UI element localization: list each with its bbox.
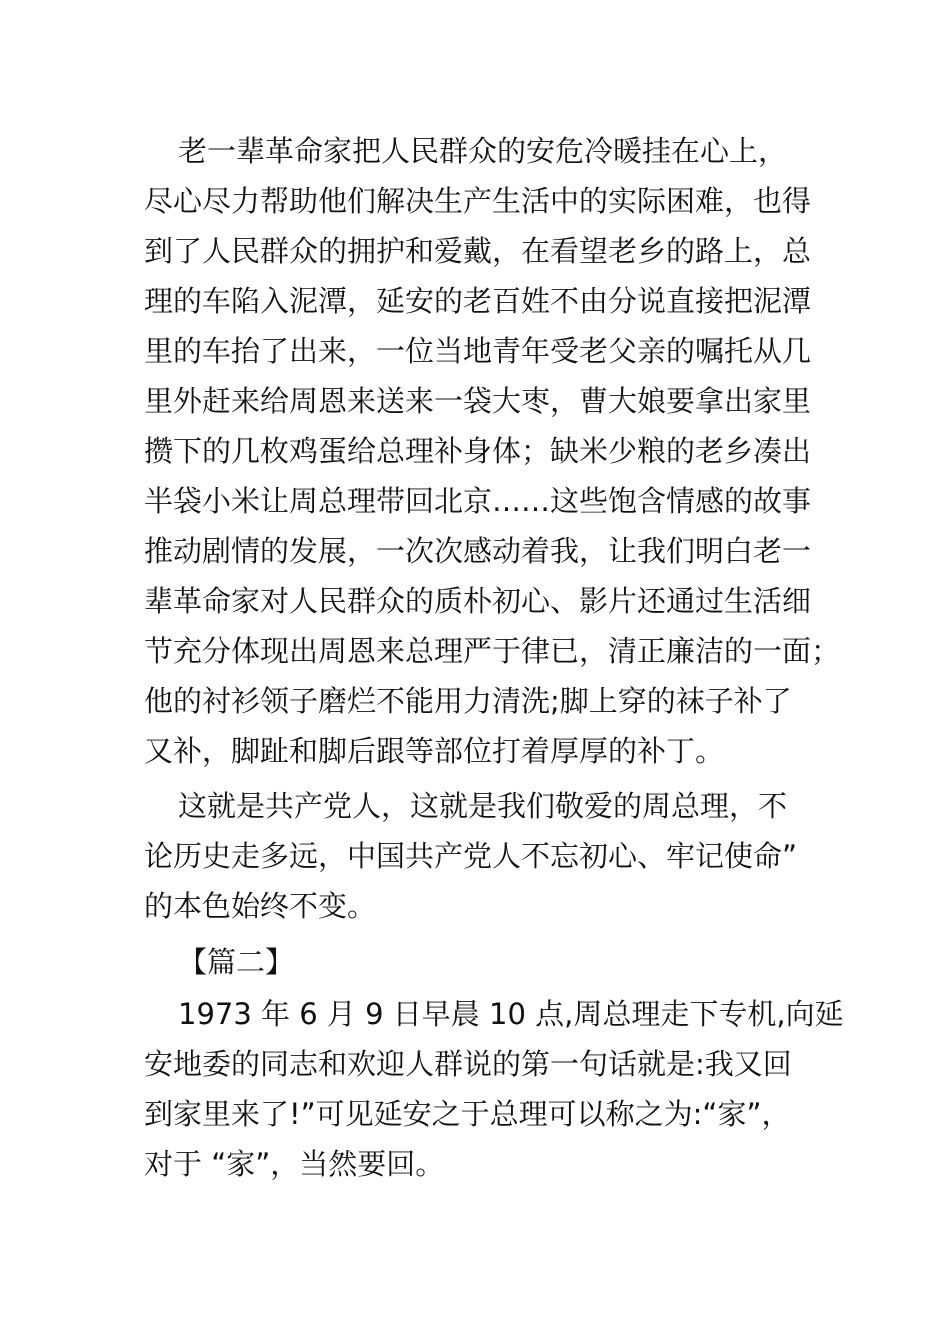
paragraph-1	[144, 126, 841, 776]
paragraph-3	[144, 989, 844, 1189]
paragraph-line: 节充分体现出周恩来总理严于律已，清正廉洁的一面；	[144, 634, 841, 668]
section-heading-block	[144, 937, 824, 987]
paragraph-line: 到家里来了!”可见延安之于总理可以称之为:“家”，	[144, 1097, 791, 1131]
paragraph-line: 半袋小米让周总理带回北京……这些饱含情感的故事	[144, 484, 812, 518]
paragraph-line: 辈革命家对人民群众的质朴初心、影片还通过生活细	[144, 584, 812, 618]
section-heading: 【篇二】	[178, 945, 295, 979]
paragraph-line: 又补，脚趾和脚后跟等部位打着厚厚的补丁。	[144, 734, 725, 768]
paragraph-line: 对于 “家”，当然要回。	[144, 1147, 445, 1181]
paragraph-line: 安地委的同志和欢迎人群说的第一句话就是:我又回	[144, 1047, 792, 1081]
paragraph-line: 老一辈革命家把人民群众的安危冷暖挂在心上，	[178, 134, 788, 168]
paragraph-line: 这就是共产党人，这就是我们敬爱的周总理，不	[178, 789, 788, 823]
paragraph-line: 攒下的几枚鸡蛋给总理补身体；缺米少粮的老乡凑出	[144, 434, 812, 468]
paragraph-line: 里的车抬了出来，一位当地青年受老父亲的嘱托从几	[144, 334, 812, 368]
paragraph-line: 里外赶来给周恩来送来一袋大枣，曹大娘要拿出家里	[144, 384, 812, 418]
paragraph-line: 他的衬衫领子磨烂不能用力清洗;脚上穿的袜子补了	[144, 684, 792, 718]
paragraph-line: 理的车陷入泥潭，延安的老百姓不由分说直接把泥潭	[144, 284, 812, 318]
paragraph-line: 论历史走多远，中国共产党人不忘初心、牢记使命”	[144, 839, 798, 873]
paragraph-line: 推动剧情的发展，一次次感动着我，让我们明白老一	[144, 534, 812, 568]
paragraph-line: 1973 年 6 月 9 日早晨 10 点,周总理走下专机,向延	[178, 997, 844, 1031]
paragraph-line: 的本色始终不变。	[144, 889, 377, 923]
paragraph-2	[144, 781, 824, 931]
paragraph-line: 到了人民群众的拥护和爱戴，在看望老乡的路上，总	[144, 234, 812, 268]
paragraph-line: 尽心尽力帮助他们解决生产生活中的实际困难，也得	[144, 184, 812, 218]
